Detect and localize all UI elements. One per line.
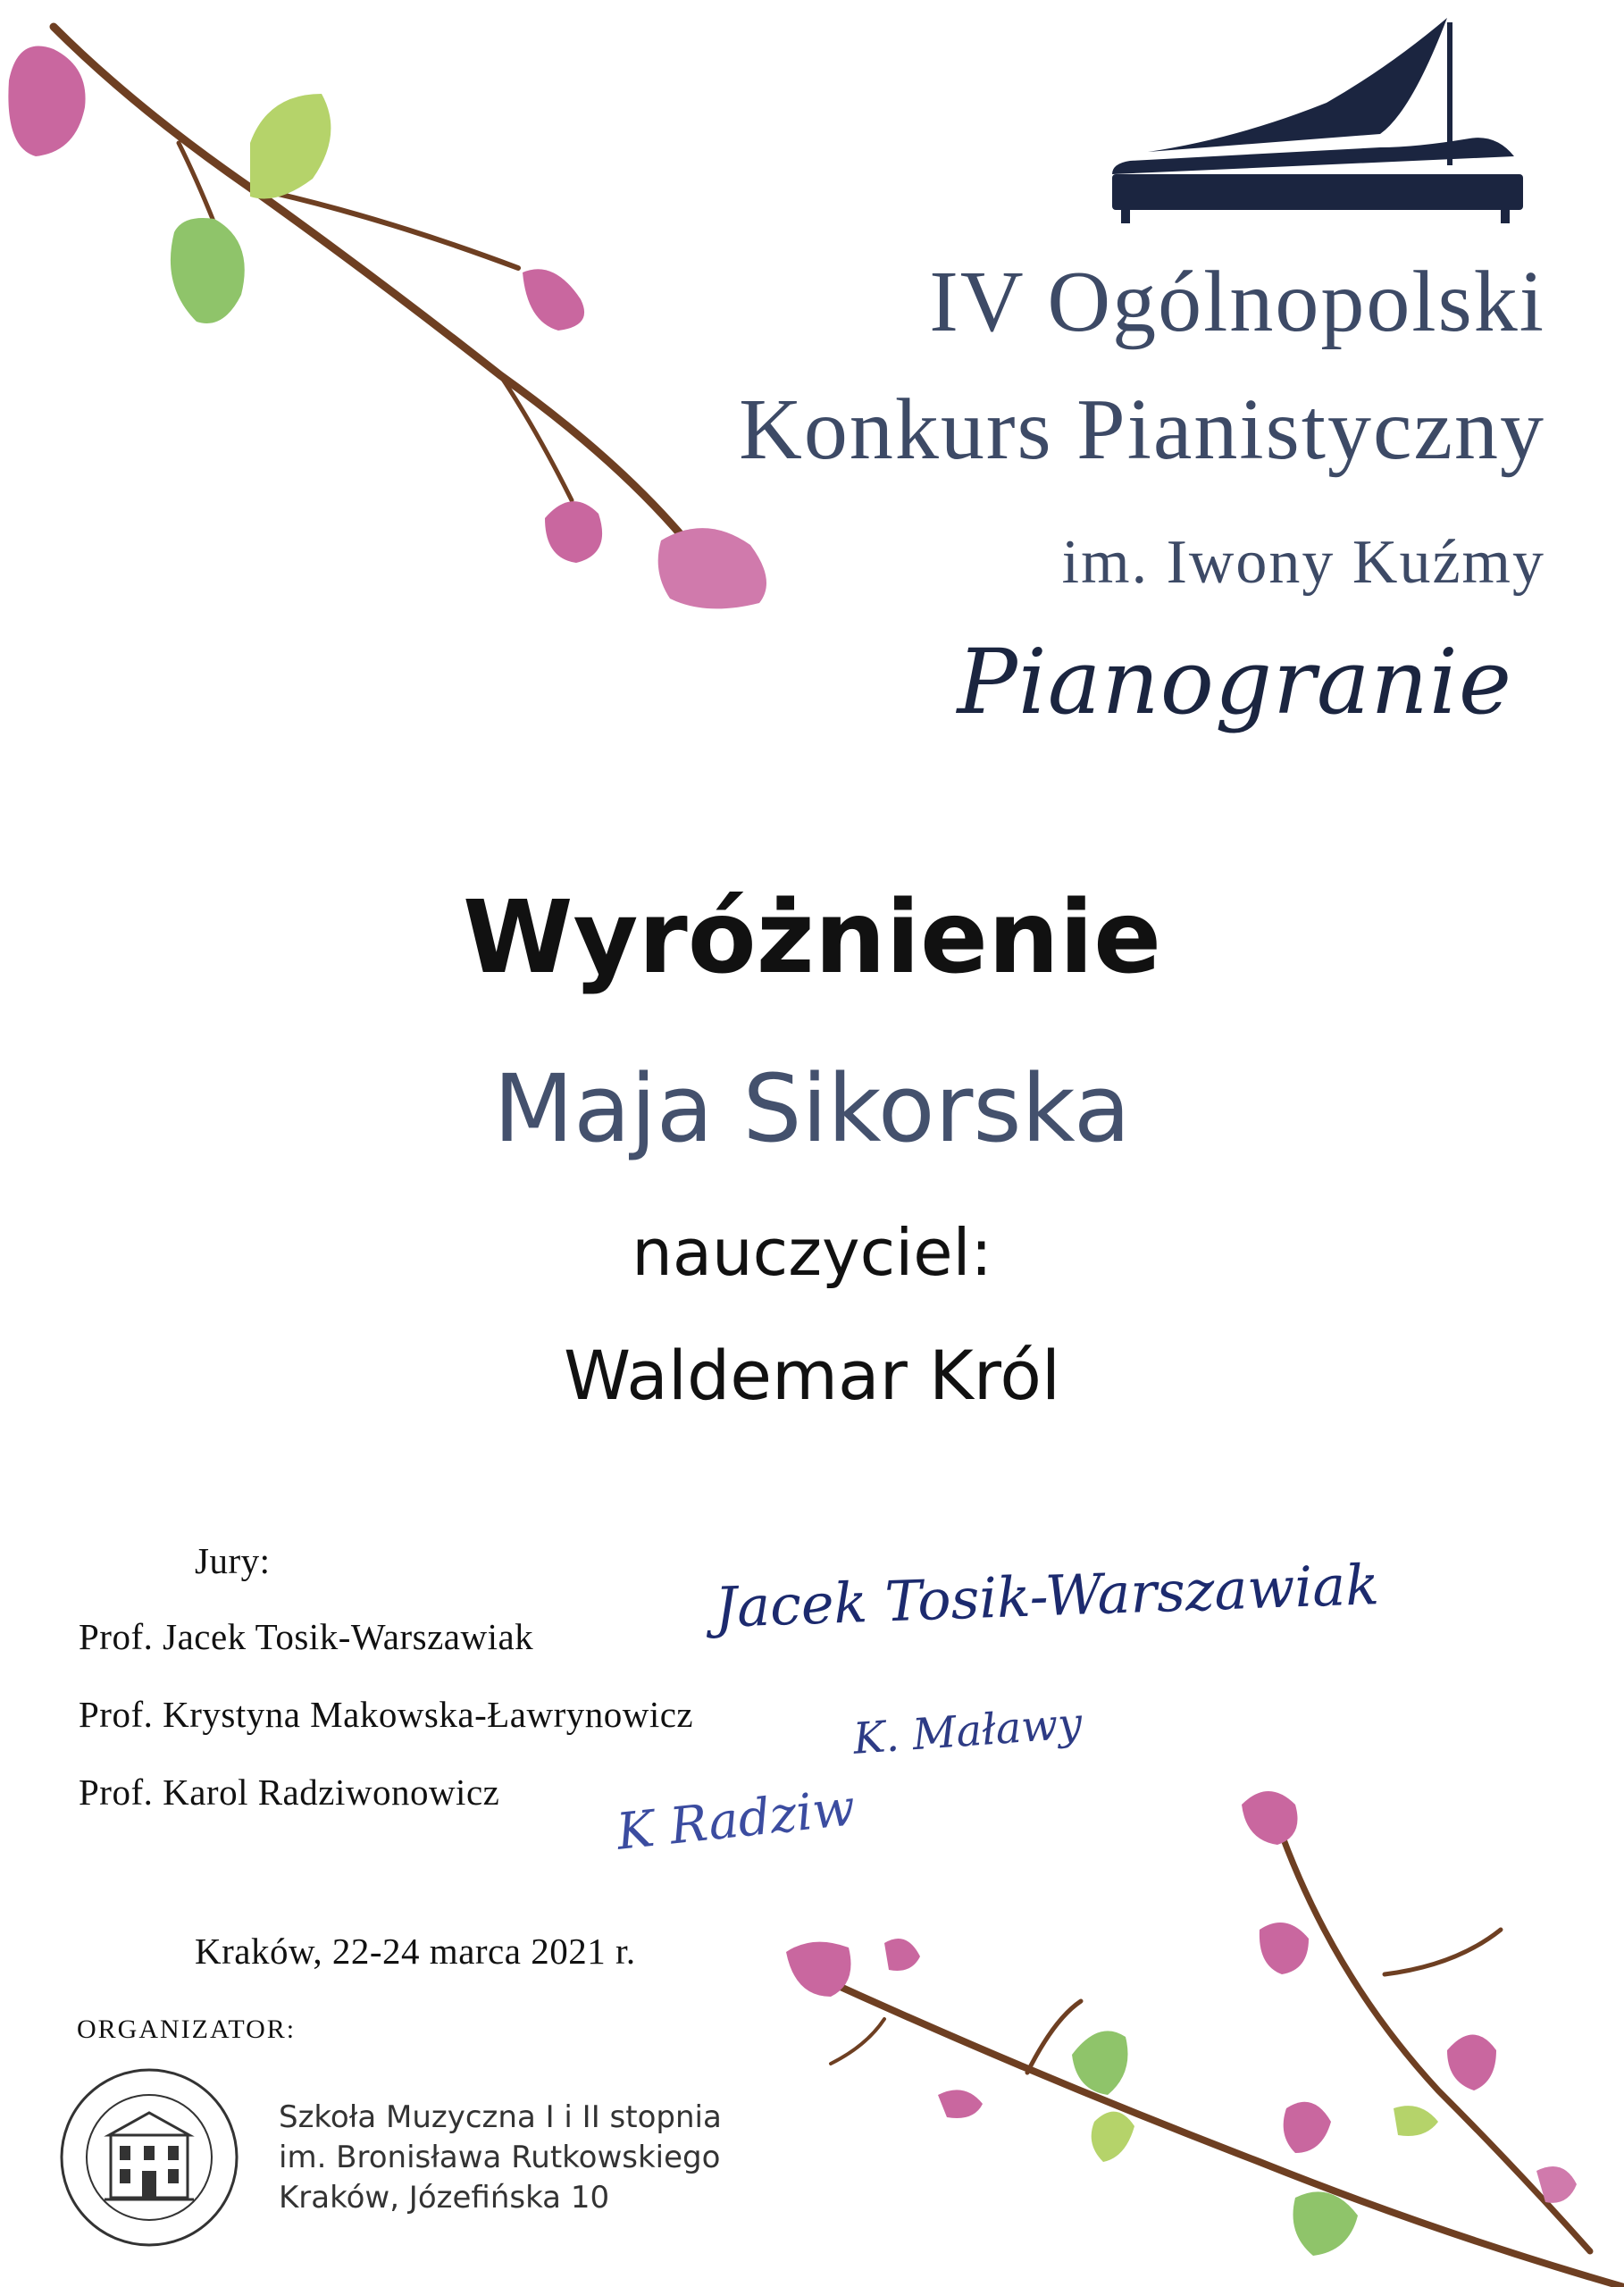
- participant-name: Maja Sikorska: [493, 1054, 1131, 1163]
- signature: Jacek Tosik-Warszawiak: [713, 1552, 1380, 1640]
- organizer-line: im. Bronisława Rutkowskiego: [279, 2140, 721, 2175]
- brand-script-title: Pianogranie: [957, 630, 1512, 734]
- title-line-1: IV Ogólnopolski: [929, 254, 1545, 350]
- school-seal-icon: [55, 2064, 243, 2251]
- award-title: Wyróżnienie: [462, 880, 1162, 996]
- signature: K Radziw: [614, 1779, 858, 1862]
- organizer-label: ORGANIZATOR:: [77, 2015, 297, 2044]
- branch-bottom-decoration: [759, 1751, 1624, 2287]
- jury-member: Prof. Karol Radziwonowicz: [79, 1772, 500, 1813]
- jury-member: Prof. Krystyna Makowska-Ławrynowicz: [79, 1694, 694, 1735]
- signature: K. Maławy: [851, 1698, 1084, 1764]
- jury-label: Jury:: [195, 1540, 271, 1581]
- teacher-label: nauczyciel:: [632, 1215, 992, 1290]
- title-line-2: Konkurs Pianistyczny: [739, 381, 1545, 478]
- jury-member: Prof. Jacek Tosik-Warszawiak: [79, 1616, 534, 1657]
- piano-icon: [1094, 13, 1532, 223]
- organizer-line: Kraków, Józefińska 10: [279, 2180, 610, 2216]
- date-place: Kraków, 22-24 marca 2021 r.: [195, 1931, 636, 1972]
- teacher-name: Waldemar Król: [563, 1336, 1060, 1415]
- organizer-line: Szkoła Muzyczna I i II stopnia: [279, 2099, 722, 2135]
- branch-top-decoration: [0, 0, 804, 625]
- title-line-3: im. Iwony Kuźmy: [1061, 528, 1545, 597]
